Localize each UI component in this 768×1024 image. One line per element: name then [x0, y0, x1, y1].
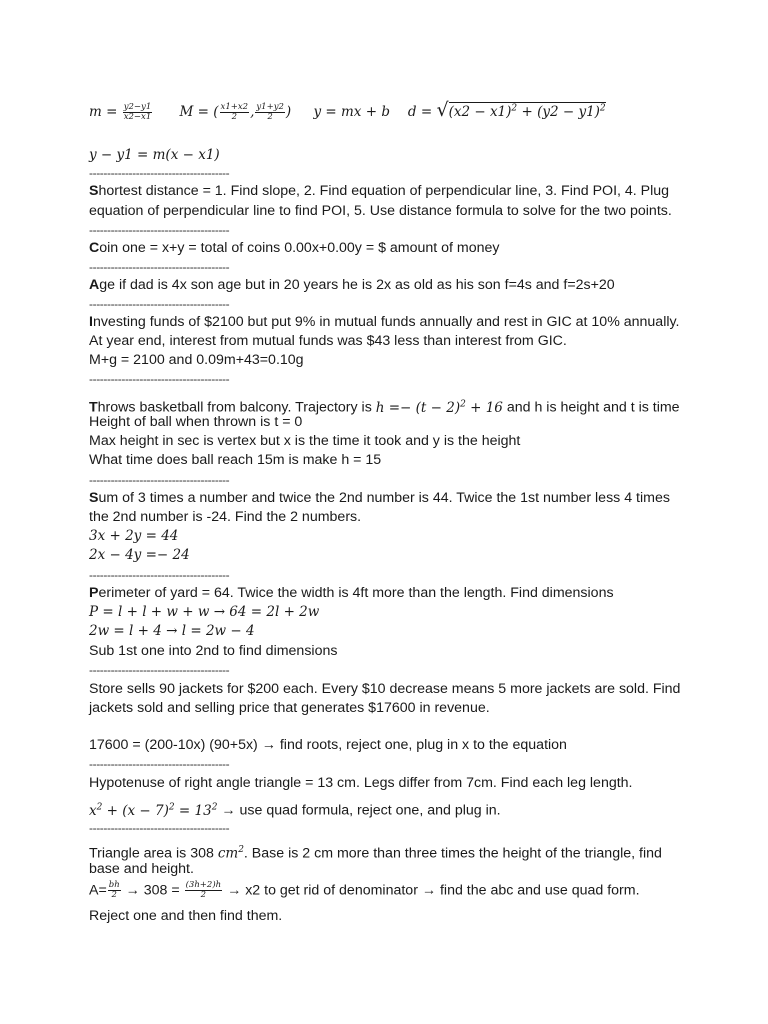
- shortest-initial: S: [89, 183, 99, 199]
- midpoint-x-num: x1+x2: [220, 101, 249, 112]
- line-equation: y = mx + b: [313, 103, 390, 120]
- perimeter-initial: P: [89, 585, 99, 601]
- distance-term-a: (x2 − x1): [448, 103, 512, 120]
- throws-initial: T: [89, 399, 98, 416]
- distance-formula: [407, 98, 606, 121]
- coin-text-1: oin one = x+y = total of coins 0.00x+0.00y = $ amount of money: [99, 240, 500, 256]
- triangle-text-3a: A=: [89, 882, 107, 899]
- store-line-1: Store sells 90 jackets for $200 each. Every $10 decrease means 5 more jackets are sold. Find: [89, 681, 681, 697]
- hyp-13-exp: 2: [211, 802, 218, 812]
- slope-fraction: [123, 103, 153, 122]
- triangle-frac1-num: bh: [108, 880, 120, 890]
- slope-denominator: x2−x1: [123, 111, 152, 122]
- trajectory-formula-a: h =− (t − 2): [375, 399, 461, 416]
- midpoint-fraction-x: [220, 103, 250, 122]
- separator: ---------------------------------------: [89, 568, 230, 582]
- throws-line-2: Height of ball when thrown is t = 0: [89, 414, 303, 430]
- triangle-line-3: [89, 881, 640, 900]
- distance-plus: +: [517, 103, 538, 120]
- slope-formula: [89, 101, 158, 122]
- separator: ---------------------------------------: [89, 260, 230, 274]
- distance-exp-b: 2: [599, 103, 606, 113]
- triangle-frac2-den: 2: [200, 890, 207, 900]
- separator: ---------------------------------------: [89, 297, 230, 311]
- midpoint-y-num: y1+y2: [256, 101, 284, 112]
- slope-lhs: m =: [89, 103, 118, 120]
- separator: ---------------------------------------: [89, 821, 230, 835]
- triangle-text-3c: → x2 to get rid of denominator → find the abc and use quad form.: [223, 882, 640, 899]
- separator: ---------------------------------------: [89, 372, 230, 386]
- perimeter-equation-2: 2w = l + 4 → l = 2w − 4: [89, 623, 255, 639]
- trajectory-formula-b: + 16: [465, 399, 503, 416]
- trajectory-formula: [376, 400, 503, 416]
- triangle-unit: cm: [217, 845, 239, 862]
- triangle-fraction-2: [185, 881, 223, 900]
- distance-radicand: [449, 102, 606, 120]
- hyp-mid-exp: 2: [168, 802, 175, 812]
- triangle-text-3b: → 308 =: [121, 882, 184, 899]
- store-line-2: jackets sold and selling price that generates $17600 in revenue.: [89, 700, 490, 716]
- triangle-text-1a: Triangle area is 308: [89, 845, 218, 862]
- distance-lhs: d =: [407, 103, 433, 120]
- throws-line-3: Max height in sec is vertex but x is the time it took and y is the height: [89, 433, 521, 449]
- hyp-eq: = 13: [174, 802, 212, 819]
- midpoint-y-den: 2: [267, 111, 273, 122]
- shortest-text-1: hortest distance = 1. Find slope, 2. Find equation of perpendicular line, 3. Find POI, 4. Plug: [98, 183, 670, 199]
- investing-line-3: M+g = 2100 and 0.09m+43=0.10g: [89, 352, 304, 368]
- triangle-line-4: Reject one and then find them.: [89, 908, 283, 924]
- hyp-mid: + (x − 7): [102, 802, 169, 819]
- hypotenuse-formula: [89, 803, 217, 819]
- triangle-fraction-1: [108, 881, 121, 900]
- throws-text-1b: and h is height and t is time: [502, 399, 680, 416]
- midpoint-fraction-y: [255, 103, 285, 122]
- throws-line-4: What time does ball reach 15m is make h = 15: [89, 452, 382, 468]
- investing-text-1: nvesting funds of $2100 but put 9% in mutual funds annually and rest in GIC at 10% annually.: [92, 314, 680, 330]
- shortest-line-2: equation of perpendicular line to find POI, 5. Use distance formula to solve for the two points.: [89, 203, 672, 219]
- sum-equation-2: 2x − 4y =− 24: [89, 547, 190, 563]
- sum-text-1: um of 3 times a number and twice the 2nd number is 44. Twice the 1st number less 4 times: [98, 490, 670, 506]
- sum-equation-1: 3x + 2y = 44: [89, 528, 179, 544]
- hyp-x-exp: 2: [96, 802, 103, 812]
- hyp-tail: → use quad formula, reject one, and plug in.: [217, 802, 501, 819]
- sum-line-1: [89, 489, 670, 508]
- midpoint-lhs: M = (: [179, 103, 219, 120]
- separator: ---------------------------------------: [89, 166, 230, 180]
- hyp-x: x: [89, 802, 97, 819]
- slope-numerator: y2−y1: [123, 101, 152, 112]
- investing-line-1: [89, 313, 679, 332]
- throws-text-1a: hrows basketball from balcony. Trajectory is: [97, 399, 376, 416]
- perimeter-equation-1: P = l + l + w + w → 64 = 2l + 2w: [89, 604, 320, 620]
- distance-term-b: (y2 − y1): [537, 103, 600, 120]
- sum-line-2: the 2nd number is -24. Find the 2 numbers.: [89, 509, 362, 525]
- perimeter-text-1: erimeter of yard = 64. Twice the width is 4ft more than the length. Find dimensions: [98, 585, 614, 601]
- triangle-frac2-num: (3h+2)h: [185, 880, 222, 890]
- separator: ---------------------------------------: [89, 757, 230, 771]
- shortest-line-1: [89, 182, 669, 201]
- triangle-frac1-den: 2: [111, 890, 117, 900]
- perimeter-line-2: Sub 1st one into 2nd to find dimensions: [89, 643, 338, 659]
- sum-initial: S: [89, 490, 99, 506]
- perimeter-line-1: [89, 584, 614, 603]
- triangle-text-1b: . Base is 2 cm more than three times the height of the triangle, find: [243, 845, 662, 862]
- investing-initial: I: [89, 314, 93, 330]
- coin-initial: C: [89, 240, 100, 256]
- point-slope-formula: y − y1 = m(x − x1): [89, 147, 220, 163]
- sqrt-symbol: √: [436, 98, 449, 121]
- triangle-unit-exp: 2: [238, 845, 244, 855]
- age-line-1: [89, 276, 615, 295]
- midpoint-formula: M = ( $\frac{x1+x2}{2}$ , $\frac{y1+y2}{2}$ ): [179, 101, 292, 122]
- hypotenuse-line-1: Hypotenuse of right angle triangle = 13 cm. Legs differ from 7cm. Find each leg length.: [89, 775, 633, 791]
- distance-exp-a: 2: [511, 103, 518, 113]
- age-initial: A: [89, 277, 100, 293]
- midpoint-x-den: 2: [231, 111, 237, 122]
- coin-line-1: [89, 239, 500, 258]
- separator: ---------------------------------------: [89, 663, 230, 677]
- formulas-row: [89, 99, 606, 122]
- separator: ---------------------------------------: [89, 473, 230, 487]
- separator: ---------------------------------------: [89, 223, 230, 237]
- investing-line-2: At year end, interest from mutual funds was $43 less than interest from GIC.: [89, 333, 567, 349]
- triangle-line-2: base and height.: [89, 861, 194, 877]
- store-line-3: 17600 = (200-10x) (90+5x) → find roots, reject one, plug in x to the equation: [89, 737, 567, 753]
- hypotenuse-equation: [89, 798, 501, 821]
- trajectory-exp: 2: [460, 399, 466, 409]
- age-text-1: ge if dad is 4x son age but in 20 years he is 2x as old as his son f=4s and f=2s+20: [99, 277, 615, 293]
- midpoint-rhs: ): [285, 103, 292, 120]
